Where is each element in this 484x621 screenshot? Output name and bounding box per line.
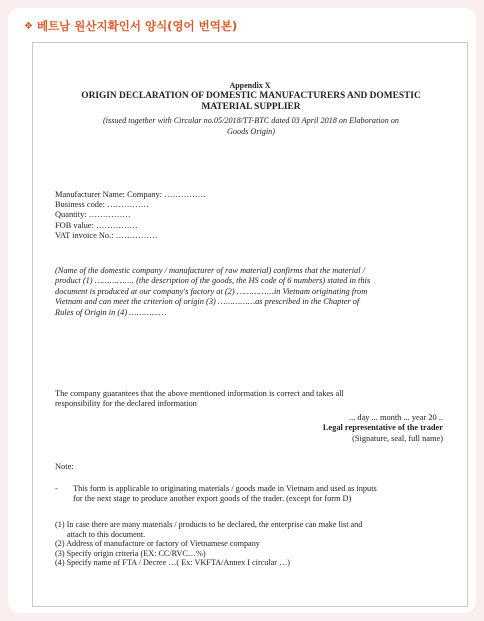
field-quantity: Quantity: ……………: [55, 210, 131, 220]
footnote-4: (4) Specify name of FTA / Decree …( Ex: VKFTA/Annex I circular …): [55, 558, 290, 568]
footnote-1: (1) In case there are many materials / products to be declared, the enterprise can make list and: [55, 520, 363, 529]
field-manufacturer-name: Manufacturer Name: Company: ……………: [55, 190, 206, 199]
form-title-line: MATERIAL SUPPLIER: [201, 101, 301, 112]
manufacturer-fields: [55, 190, 206, 241]
signature-note: (Signature, seal, full name): [352, 433, 443, 443]
paragraph-line: Vietnam and can meet the criterion of origin (3) ……………as prescribed in the Chapter of: [55, 297, 360, 307]
paragraph-line: Rules of Origin in (4) ……………: [55, 307, 167, 317]
form-title-line: ORIGIN DECLARATION OF DOMESTIC MANUFACTURERS AND DOMESTIC: [81, 91, 421, 101]
issued-note: [53, 116, 449, 137]
footnote-2: (2) Address of manufacture or factory of Vietnamese company: [55, 539, 260, 549]
origin-declaration-form: [32, 42, 468, 607]
note-bullet: [55, 484, 447, 504]
bullet-line: for the next stage to produce another export goods of the trader. (except for form D): [73, 494, 352, 504]
signature-block: [323, 413, 443, 444]
paragraph-line: (Name of the domestic company / manufacturer of raw material) confirms that the material /: [55, 266, 365, 275]
guarantee-line: responsibility for the declared information: [55, 399, 197, 409]
section-heading-text: 베트남 원산지확인서 양식(영어 번역본): [36, 19, 238, 33]
appendix-label: Appendix X: [229, 81, 271, 90]
paragraph-line: document is produced at our company's factory at (2) ……………in Vietnam originating from: [55, 286, 368, 296]
bullet-line: This form is applicable to originating materials / goods made in Vietnam and used as inputs: [73, 484, 377, 493]
legal-representative: Legal representative of the trader: [322, 423, 443, 433]
field-vat-invoice: VAT invoice No.: ……………: [55, 230, 158, 240]
note-label: Note:: [55, 462, 74, 471]
issued-note-line: Goods Origin): [227, 126, 275, 136]
field-fob-value: FOB value: ……………: [55, 220, 138, 230]
footnote-1-continued: attach to this document.: [67, 529, 146, 539]
confirmation-paragraph: [55, 266, 450, 318]
guarantee-line: The company guarantees that the above mentioned information is correct and takes all: [55, 389, 344, 398]
bullet-dash: -: [55, 484, 58, 493]
content-card: [8, 8, 476, 613]
field-business-code: Business code: ……………: [55, 200, 149, 210]
footnote-3: (3) Specify origin criteria (EX: CC/RVC…%): [55, 548, 206, 558]
footnotes: [55, 520, 445, 568]
paragraph-line: product (1) ……………. (the description of the goods, the HS code of 6 numbers) stated in this: [55, 276, 371, 286]
form-title: [53, 91, 449, 112]
section-heading: [24, 18, 237, 34]
guarantee-statement: [55, 389, 445, 409]
diamond-bullet-icon: ❖: [24, 20, 33, 32]
issued-note-line: (issued together with Circular no.05/2018/TT-BTC dated 03 April 2018 on Elaboration on: [103, 116, 399, 125]
date-line: ... day ... month ... year 20 ..: [349, 413, 443, 422]
